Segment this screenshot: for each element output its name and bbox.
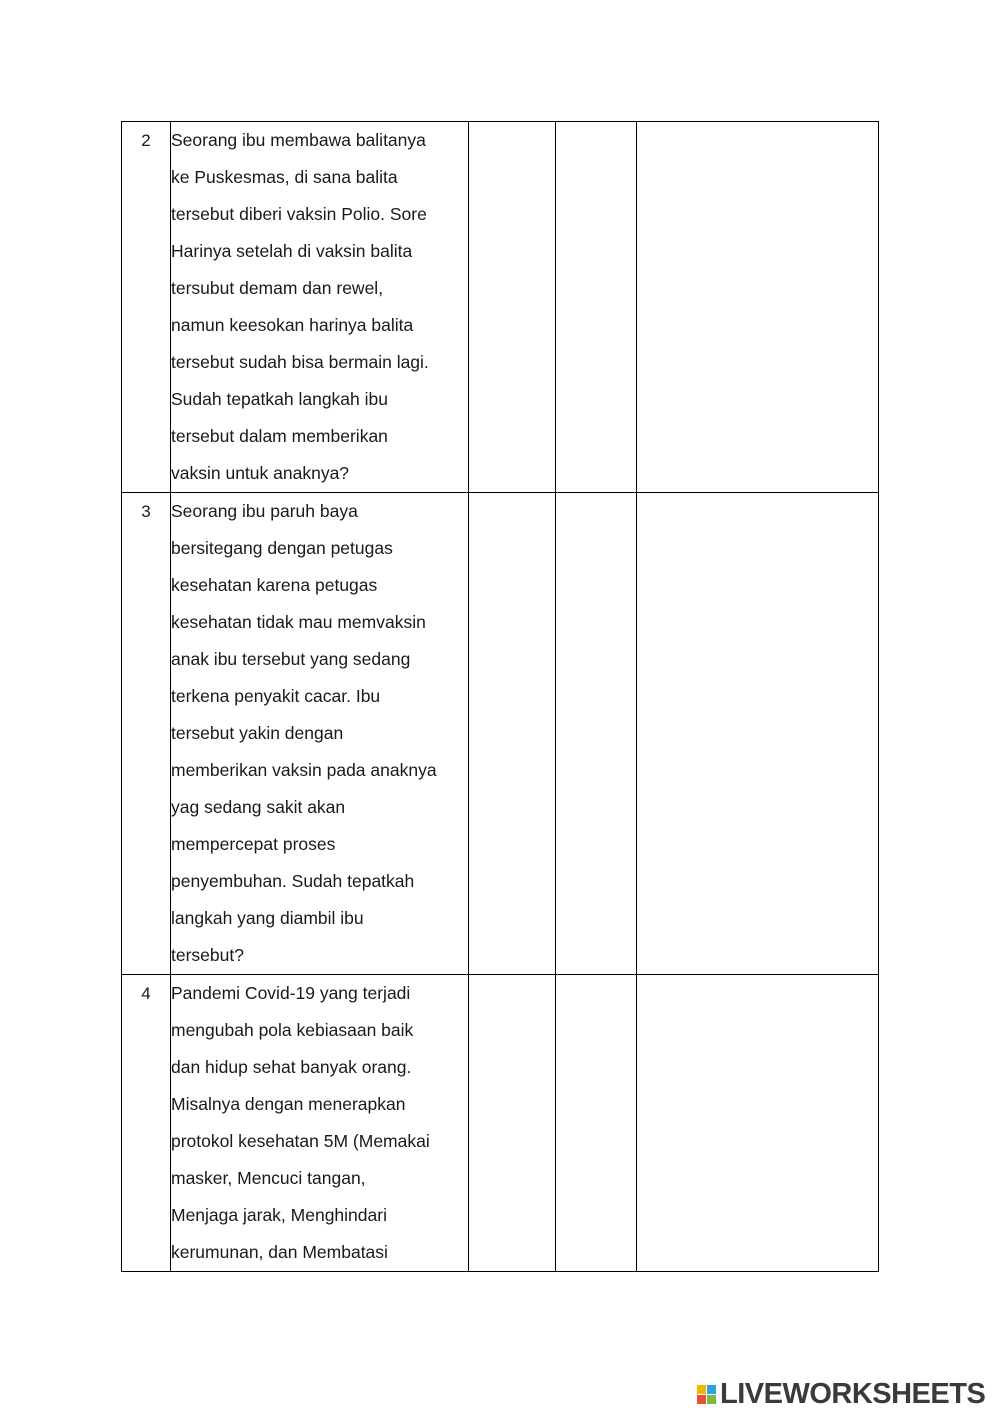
question-text: [171, 122, 469, 493]
question-line: yag sedang sakit akan: [171, 797, 346, 817]
question-text: [171, 493, 469, 975]
row-number: 3: [122, 493, 171, 975]
question-line: ke Puskesmas, di sana balita: [171, 167, 398, 187]
table-row: [122, 493, 879, 975]
answer-cell-1[interactable]: [469, 122, 556, 493]
question-line: tersubut demam dan rewel,: [171, 278, 384, 298]
question-line: tersebut?: [171, 945, 244, 965]
answer-cell-2[interactable]: [556, 975, 637, 1272]
question-line: Menjaga jarak, Menghindari: [171, 1205, 387, 1225]
table-row: [122, 975, 879, 1272]
answer-cell-reason[interactable]: [637, 975, 879, 1272]
table-row: [122, 122, 879, 493]
worksheet-table: [121, 121, 879, 1272]
logo-square-e: [707, 1395, 716, 1404]
row-number: 2: [122, 122, 171, 493]
question-line: mempercepat proses: [171, 834, 336, 854]
liveworksheets-logo-icon: [697, 1385, 716, 1404]
question-line: Seorang ibu membawa balitanya: [171, 130, 426, 150]
answer-cell-2[interactable]: [556, 122, 637, 493]
question-line: Sudah tepatkah langkah ibu: [171, 389, 388, 409]
question-line: Seorang ibu paruh baya: [171, 501, 358, 521]
question-line: vaksin untuk anaknya?: [171, 463, 350, 483]
logo-square-v: [697, 1395, 706, 1404]
question-line: protokol kesehatan 5M (Memakai: [171, 1131, 430, 1151]
answer-cell-reason[interactable]: [637, 122, 879, 493]
question-line: kesehatan karena petugas: [171, 575, 378, 595]
question-line: masker, Mencuci tangan,: [171, 1168, 366, 1188]
answer-cell-1[interactable]: [469, 975, 556, 1272]
question-line: dan hidup sehat banyak orang.: [171, 1057, 412, 1077]
question-line: tersebut dalam memberikan: [171, 426, 388, 446]
question-text: [171, 975, 469, 1272]
question-line: terkena penyakit cacar. Ibu: [171, 686, 381, 706]
question-line: Pandemi Covid-19 yang terjadi: [171, 983, 411, 1003]
question-line: tersebut yakin dengan: [171, 723, 344, 743]
question-line: tersebut sudah bisa bermain lagi.: [171, 352, 429, 372]
answer-cell-1[interactable]: [469, 493, 556, 975]
question-line: penyembuhan. Sudah tepatkah: [171, 871, 415, 891]
liveworksheets-brand[interactable]: [697, 1378, 985, 1410]
row-number: 4: [122, 975, 171, 1272]
question-line: kerumunan, dan Membatasi: [171, 1242, 388, 1262]
question-line: tersebut diberi vaksin Polio. Sore: [171, 204, 427, 224]
logo-square-l: [697, 1385, 706, 1394]
answer-cell-reason[interactable]: [637, 493, 879, 975]
question-line: namun keesokan harinya balita: [171, 315, 414, 335]
answer-cell-2[interactable]: [556, 493, 637, 975]
question-line: langkah yang diambil ibu: [171, 908, 364, 928]
question-line: Misalnya dengan menerapkan: [171, 1094, 406, 1114]
question-line: kesehatan tidak mau memvaksin: [171, 612, 426, 632]
question-line: anak ibu tersebut yang sedang: [171, 649, 411, 669]
logo-square-i: [707, 1385, 716, 1394]
question-line: Harinya setelah di vaksin balita: [171, 241, 413, 261]
question-line: memberikan vaksin pada anaknya: [171, 760, 437, 780]
question-line: mengubah pola kebiasaan baik: [171, 1020, 414, 1040]
brand-wordmark: LIVEWORKSHEETS: [720, 1377, 986, 1410]
question-line: bersitegang dengan petugas: [171, 538, 393, 558]
